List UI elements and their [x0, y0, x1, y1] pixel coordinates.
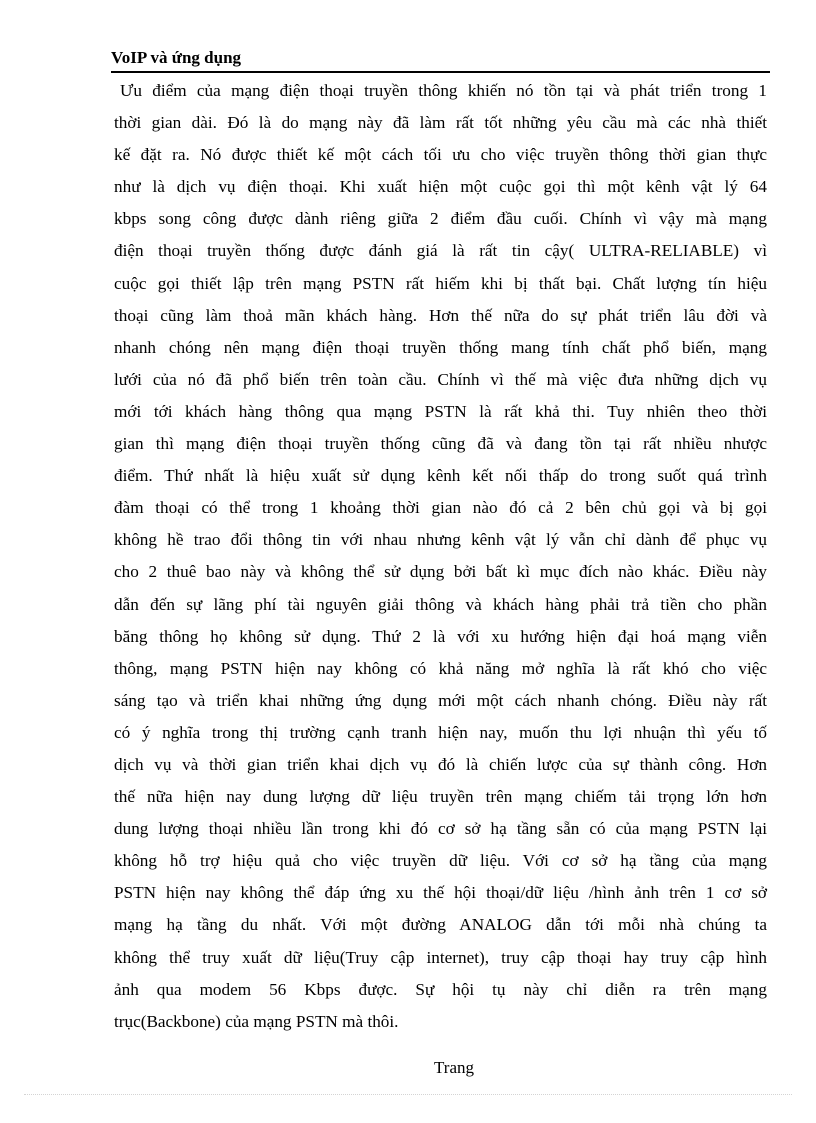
- text-line: thông, mạng PSTN hiện nay không có khả năng mở nghĩa là rất khó cho việc: [114, 658, 767, 678]
- text-line: kbps song công được dành riêng giữa 2 điểm đầu cuối. Chính vì vậy mà mạng: [114, 209, 767, 229]
- text-line: dung lượng thoại nhiều lần trong khi đó cơ sở hạ tầng sẵn có của mạng PSTN lại: [114, 819, 767, 839]
- text-line: mới tới khách hàng thông qua mạng PSTN là rất khả thi. Tuy nhiên theo thời: [114, 401, 767, 421]
- text-line: mạng hạ tầng du nhất. Với một đường ANALOG dẫn tới mỗi nhà chúng ta: [114, 915, 767, 935]
- text-line: cho 2 thuê bao này và không thể sử dụng bởi bất kì mục đích nào khác. Điều này: [114, 562, 767, 582]
- text-line: thoại cũng làm thoả mãn khách hàng. Hơn thế nữa do sự phát triển lâu đời và: [114, 305, 767, 325]
- text-line: sáng tạo và triển khai những ứng dụng mới một cách nhanh chóng. Điều này rất: [114, 690, 767, 710]
- text-line: như là dịch vụ điện thoại. Khi xuất hiện một cuộc gọi thì một kênh vật lý 64: [114, 177, 767, 197]
- text-line: kế đặt ra. Nó được thiết kế một cách tối ưu cho việc truyền thông thời gian thực: [114, 145, 767, 165]
- text-line: băng thông họ không sử dụng. Thứ 2 là với xu hướng hiện đại hoá mạng viễn: [114, 626, 767, 646]
- text-line: điểm. Thứ nhất là hiệu xuất sử dụng kênh kết nối thấp do trong suốt quá trình: [114, 466, 767, 486]
- text-line: dẫn đến sự lãng phí tài nguyên giải thông và khách hàng phải trả tiền cho phần: [114, 594, 767, 614]
- text-line: đàm thoại có thể trong 1 khoảng thời gian nào đó cả 2 bên chủ gọi và bị gọi: [114, 498, 767, 518]
- text-line: PSTN hiện nay không thể đáp ứng xu thế hội thoại/dữ liệu /hình ảnh trên 1 cơ sở: [114, 883, 767, 903]
- text-line: không hỗ trợ hiệu quả cho việc truyền dữ liệu. Với cơ sở hạ tầng của mạng: [114, 851, 767, 871]
- text-line: không thể truy xuất dữ liệu(Truy cập internet), truy cập thoại hay truy cập hình: [114, 947, 767, 967]
- page-footer: [0, 1058, 816, 1078]
- running-header-title: VoIP và ứng dụng: [111, 48, 242, 67]
- text-line: lưới của nó đã phổ biến trên toàn cầu. Chính vì thế mà việc đưa những dịch vụ: [114, 369, 767, 389]
- text-line: có ý nghĩa trong thị trường cạnh tranh hiện nay, muốn thu lợi nhuận thì yếu tố: [114, 722, 767, 742]
- text-line: nhanh chóng nên mạng điện thoại truyền thống mang tính chất phổ biến, mạng: [114, 337, 767, 357]
- text-line: trục(Backbone) của mạng PSTN mà thôi.: [114, 1011, 399, 1031]
- text-line: gian thì mạng điện thoại truyền thống cũng đã và đang tồn tại rất nhiều nhược: [114, 434, 767, 454]
- text-line: điện thoại truyền thống được đánh giá là rất tin cậy( ULTRA-RELIABLE) vì: [114, 241, 767, 261]
- body-paragraph: [114, 75, 767, 1038]
- text-line: thời gian dài. Đó là do mạng này đã làm rất tốt những yêu cầu mà các nhà thiết: [114, 113, 767, 133]
- text-line: không hề trao đổi thông tin với nhau nhưng kênh vật lý vẫn chỉ dành để phục vụ: [114, 530, 767, 550]
- text-line: cuộc gọi thiết lập trên mạng PSTN rất hiếm khi bị thất bại. Chất lượng tín hiệu: [114, 273, 767, 293]
- text-line: Ưu điểm của mạng điện thoại truyền thông khiến nó tồn tại và phát triển trong 1: [120, 81, 767, 100]
- page-bottom-divider: [24, 1094, 792, 1095]
- page-label: Trang: [434, 1058, 474, 1077]
- text-line: dịch vụ và thời gian triển khai dịch vụ đó là chiến lược của sự thành công. Hơn: [114, 754, 767, 774]
- text-line: thế nữa hiện nay dung lượng dữ liệu truyền trên mạng chiếm tải trọng lớn hơn: [114, 787, 767, 807]
- header-rule: [111, 71, 770, 73]
- text-line: ảnh qua modem 56 Kbps được. Sự hội tụ này chỉ diễn ra trên mạng: [114, 979, 767, 999]
